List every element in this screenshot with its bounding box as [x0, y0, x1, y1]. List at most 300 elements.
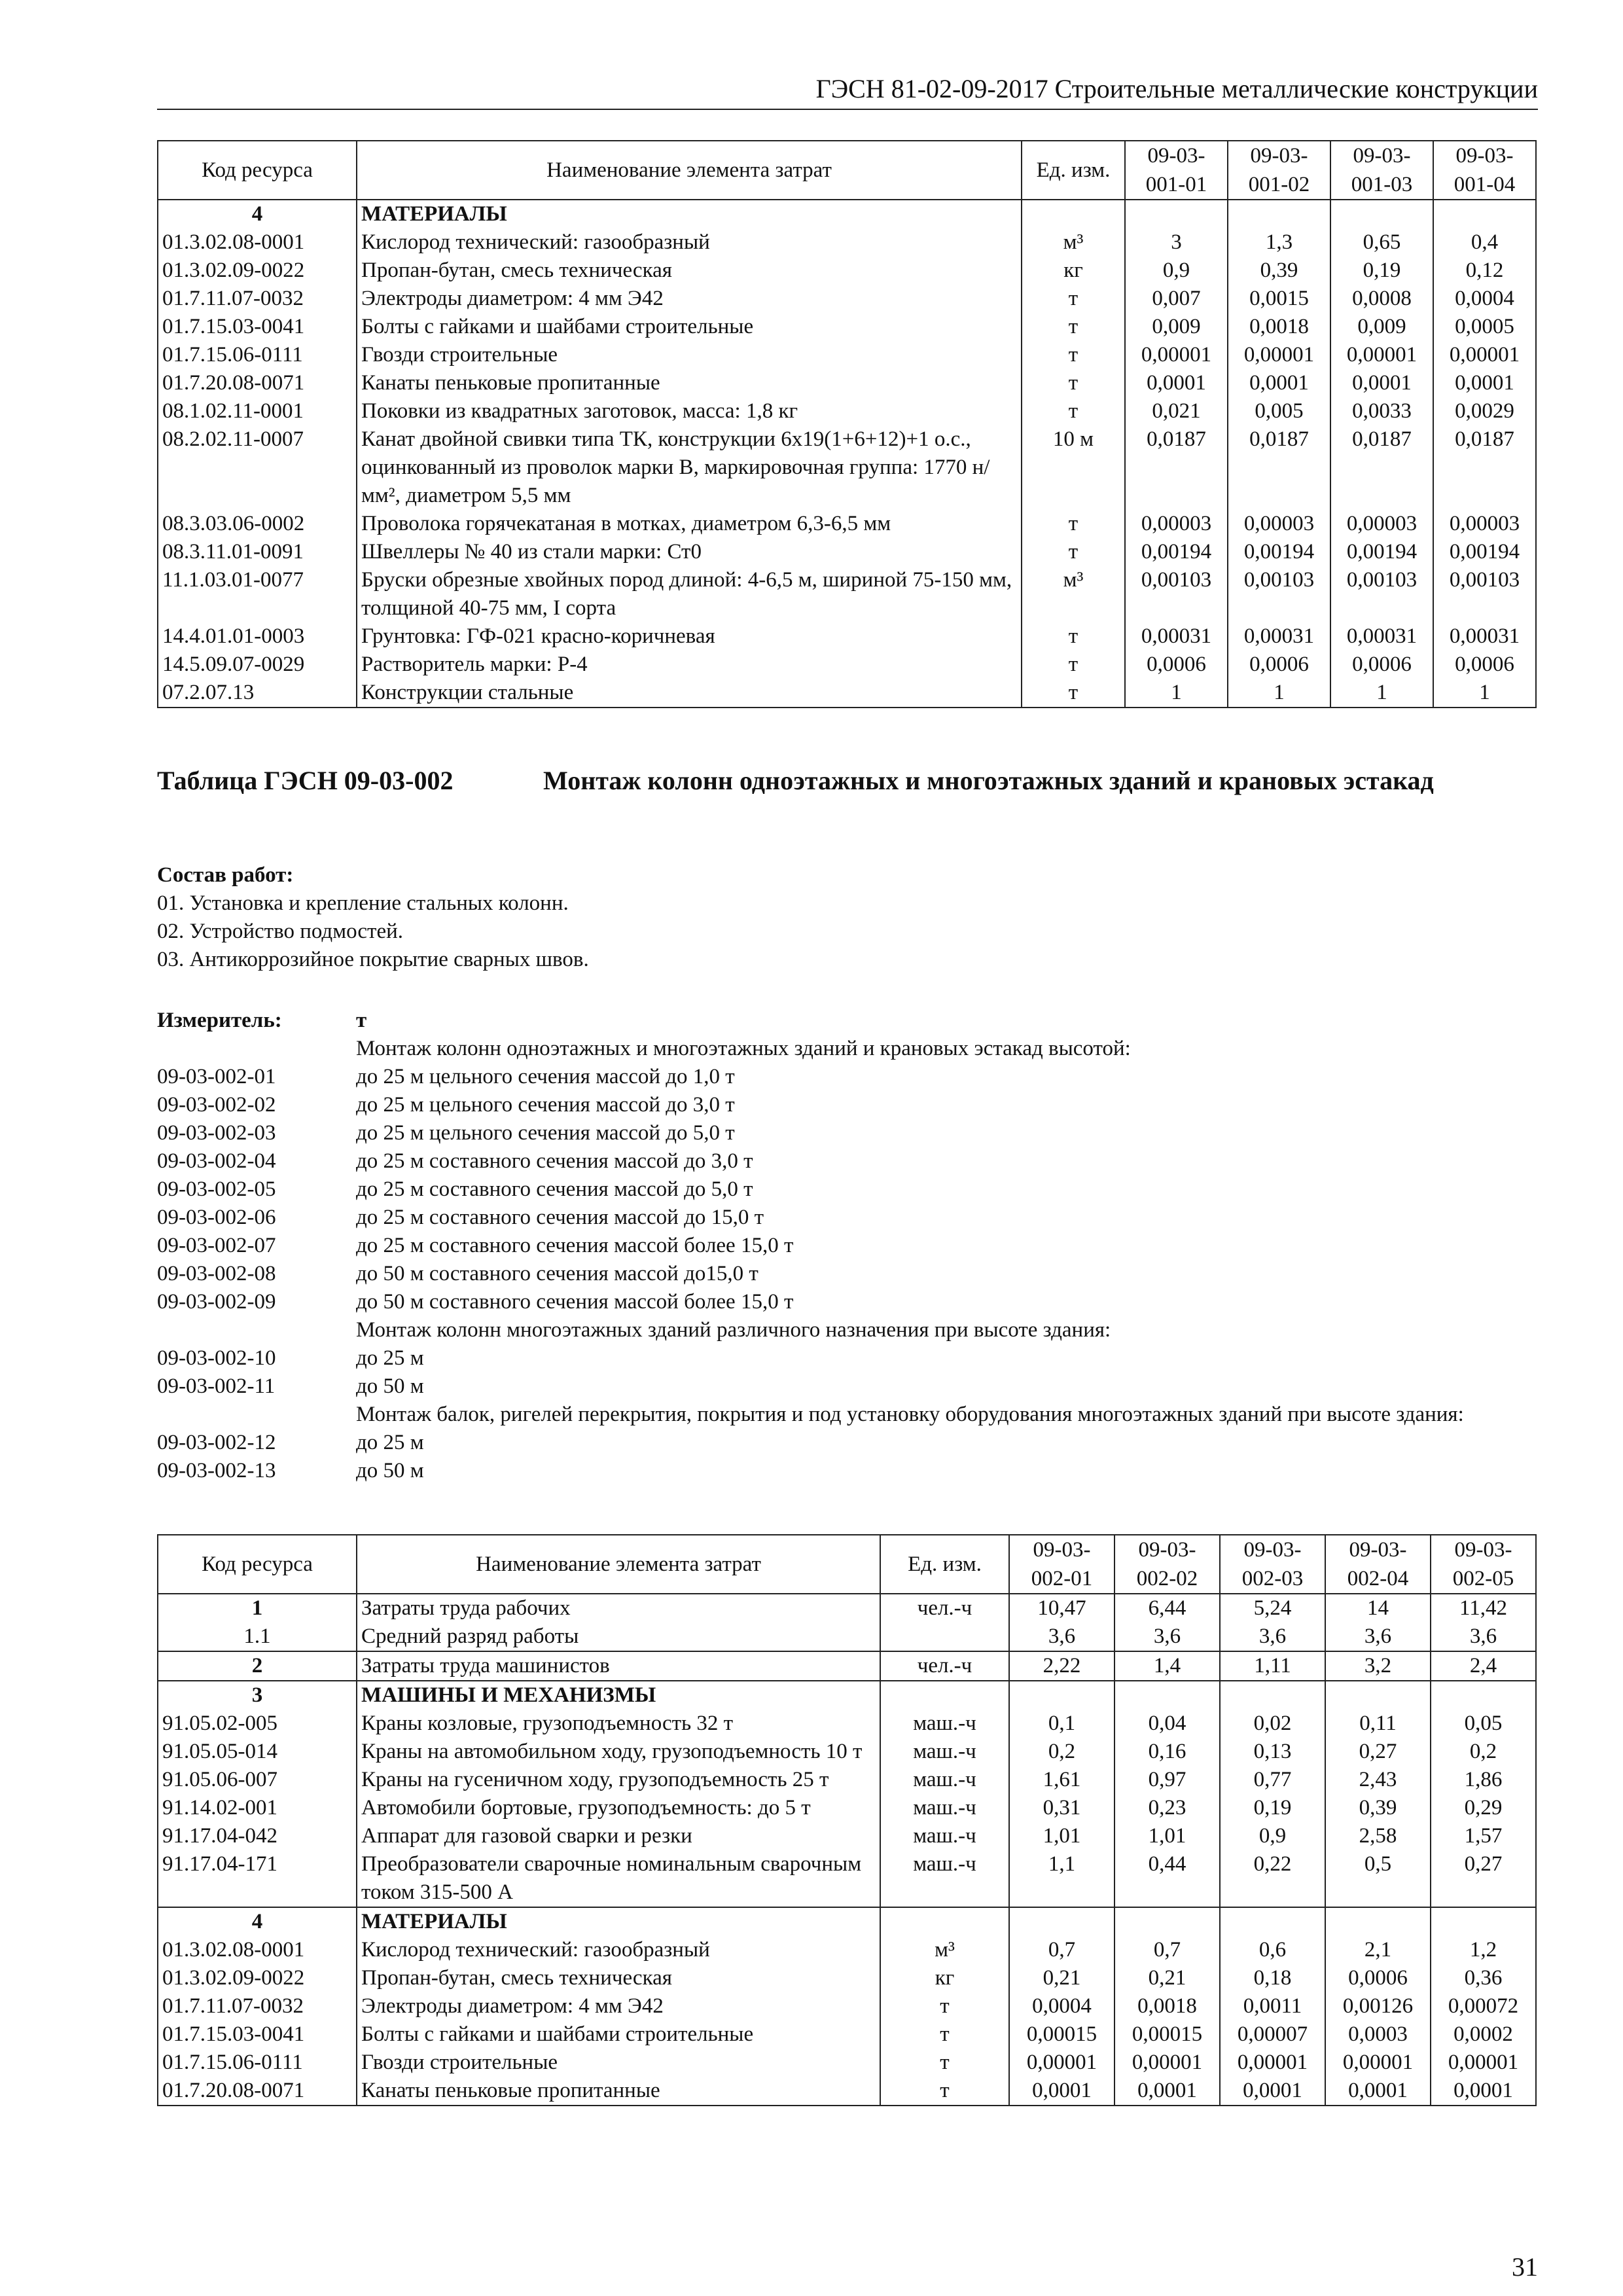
resource-name: Швеллеры № 40 из стали марки: Ст0 [357, 538, 1022, 566]
resource-name: Краны на гусеничном ходу, грузоподъемность 25 т [357, 1766, 880, 1794]
table-row [158, 510, 1536, 538]
unit-cell: м³ [880, 1936, 1009, 1964]
value-cell: 5,24 [1220, 1594, 1325, 1623]
section-name: МАТЕРИАЛЫ [357, 200, 1022, 228]
value-cell: 0,04 [1115, 1710, 1220, 1738]
unit-cell: т [1022, 285, 1125, 313]
resource-code: 01.7.15.03-0041 [158, 313, 357, 341]
section-number: 4 [158, 1907, 357, 1936]
resource-code: 07.2.07.13 [158, 679, 357, 708]
value-cell: 2,43 [1325, 1766, 1431, 1794]
value-cell: 0,007 [1125, 285, 1228, 313]
resource-code: 01.7.15.06-0111 [158, 2049, 357, 2077]
resource-code: 01.7.11.07-0032 [158, 1992, 357, 2020]
unit-cell: т [880, 2020, 1009, 2049]
value-cell: 3,6 [1220, 1623, 1325, 1651]
value-cell: 0,0001 [1009, 2077, 1115, 2106]
value-cell: 0,27 [1325, 1738, 1431, 1766]
value-cell: 0,77 [1220, 1766, 1325, 1794]
measure-code: 09-03-002-03 [157, 1121, 276, 1145]
unit-cell: м³ [1022, 566, 1125, 622]
value-cell: 0,02 [1220, 1710, 1325, 1738]
value-cell: 0,0001 [1330, 369, 1433, 397]
value-cell: 0,0018 [1115, 1992, 1220, 2020]
value-cell: 0,0006 [1325, 1964, 1431, 1992]
value-cell: 0,00001 [1125, 341, 1228, 369]
measure-text: до 25 м составного сечения массой до 5,0 т [356, 1177, 753, 1201]
value-cell: 6,44 [1115, 1594, 1220, 1623]
value-cell: 0,65 [1330, 228, 1433, 257]
measure-row [157, 1372, 1538, 1401]
page-header: ГЭСН 81-02-09-2017 Строительные металлические конструкции [157, 73, 1538, 110]
unit-cell: маш.-ч [880, 1850, 1009, 1907]
value-cell: 0,0006 [1433, 651, 1536, 679]
value-cell: 0,2 [1009, 1738, 1115, 1766]
table-row [158, 285, 1536, 313]
page-number: 31 [1512, 2252, 1538, 2282]
table-row [158, 341, 1536, 369]
table-row [158, 1710, 1536, 1738]
value-cell: 0,00031 [1125, 622, 1228, 651]
unit-cell: маш.-ч [880, 1822, 1009, 1850]
measure-text: Монтаж балок, ригелей перекрытия, покрытия и под установку оборудования многоэтажных зданий при высоте здания: [356, 1403, 1464, 1426]
resource-name: Пропан-бутан, смесь техническая [357, 257, 1022, 285]
value-cell: 0,00003 [1330, 510, 1433, 538]
resource-name: Болты с гайками и шайбами строительные [357, 2020, 880, 2049]
resource-name: Преобразователи сварочные номинальным сварочным током 315-500 А [357, 1850, 880, 1907]
value-cell: 10,47 [1009, 1594, 1115, 1623]
resource-name: Растворитель марки: Р-4 [357, 651, 1022, 679]
resource-name: Аппарат для газовой сварки и резки [357, 1822, 880, 1850]
unit-cell: т [880, 1992, 1009, 2020]
measure-text: до 25 м [356, 1346, 424, 1370]
resource-code: 14.5.09.07-0029 [158, 651, 357, 679]
value-cell: 0,39 [1228, 257, 1330, 285]
value-cell: 0,009 [1330, 313, 1433, 341]
measure-code: 09-03-002-11 [157, 1374, 276, 1398]
measure-row [157, 1175, 1538, 1204]
measure-row [157, 1147, 1538, 1175]
value-cell: 14 [1325, 1594, 1431, 1623]
value-cell: 0,00007 [1220, 2020, 1325, 2049]
resource-name: Конструкции стальные [357, 679, 1022, 708]
value-cell: 3,2 [1325, 1651, 1431, 1681]
value-cell: 0,21 [1009, 1964, 1115, 1992]
value-cell: 0,00001 [1431, 2049, 1536, 2077]
value-cell: 0,00001 [1009, 2049, 1115, 2077]
resource-name: Пропан-бутан, смесь техническая [357, 1964, 880, 1992]
measure-code: 09-03-002-13 [157, 1459, 276, 1482]
resource-name: Канаты пеньковые пропитанные [357, 369, 1022, 397]
value-cell: 0,5 [1325, 1850, 1431, 1907]
table-row [158, 2020, 1536, 2049]
measure-row [157, 1288, 1538, 1316]
value-cell: 0,00194 [1433, 538, 1536, 566]
value-cell: 0,0187 [1330, 425, 1433, 510]
header-col: 09-03-002-03 [1220, 1535, 1325, 1594]
value-cell: 0,11 [1325, 1710, 1431, 1738]
measure-text: до 25 м составного сечения массой до 3,0 т [356, 1149, 753, 1173]
works-heading: Состав работ: [157, 863, 294, 887]
measure-row [157, 1091, 1538, 1119]
works-item: 01. Установка и крепление стальных колонн. [157, 891, 569, 915]
value-cell: 0,29 [1431, 1794, 1536, 1822]
resource-name: Электроды диаметром: 4 мм Э42 [357, 285, 1022, 313]
grade-row [158, 1623, 1536, 1651]
value-cell: 0,0018 [1228, 313, 1330, 341]
value-cell: 2,22 [1009, 1651, 1115, 1681]
value-cell: 1 [1228, 679, 1330, 708]
unit-cell: м³ [1022, 228, 1125, 257]
resource-code: 08.3.11.01-0091 [158, 538, 357, 566]
resource-code: 91.05.05-014 [158, 1738, 357, 1766]
value-cell: 0,005 [1228, 397, 1330, 425]
unit-cell: т [1022, 510, 1125, 538]
table-row [158, 1992, 1536, 2020]
value-cell: 2,1 [1325, 1936, 1431, 1964]
unit-cell: т [1022, 397, 1125, 425]
header-col: 09-03-001-01 [1125, 141, 1228, 200]
value-cell: 1 [1330, 679, 1433, 708]
resource-name: Поковки из квадратных заготовок, масса: 1,8 кг [357, 397, 1022, 425]
value-cell: 0,00003 [1125, 510, 1228, 538]
table-row [158, 679, 1536, 708]
resource-name: Гвозди строительные [357, 2049, 880, 2077]
header-code: Код ресурса [158, 141, 357, 200]
resource-name: Проволока горячекатаная в мотках, диаметром 6,3-6,5 мм [357, 510, 1022, 538]
value-cell: 3 [1125, 228, 1228, 257]
measure-row [157, 1232, 1538, 1260]
table-header-row [158, 1535, 1536, 1594]
table-row [158, 2049, 1536, 2077]
header-name: Наименование элемента затрат [357, 1535, 880, 1594]
measure-label: Измеритель: [157, 1009, 282, 1032]
value-cell: 0,0001 [1431, 2077, 1536, 2106]
section-name: МАШИНЫ И МЕХАНИЗМЫ [357, 1681, 880, 1710]
value-cell: 0,16 [1115, 1738, 1220, 1766]
value-cell: 0,0015 [1228, 285, 1330, 313]
measure-row [157, 1429, 1538, 1457]
unit-cell: чел.-ч [880, 1594, 1009, 1623]
table-row [158, 1766, 1536, 1794]
resource-code: 2 [158, 1651, 357, 1681]
table-row [158, 313, 1536, 341]
unit-cell: т [1022, 538, 1125, 566]
value-cell: 0,1 [1009, 1710, 1115, 1738]
measure-code: 09-03-002-07 [157, 1234, 276, 1257]
resource-name: Электроды диаметром: 4 мм Э42 [357, 1992, 880, 2020]
resource-code: 1.1 [158, 1623, 357, 1651]
value-cell: 0,00103 [1125, 566, 1228, 622]
resource-name: Болты с гайками и шайбами строительные [357, 313, 1022, 341]
value-cell: 1,57 [1431, 1822, 1536, 1850]
value-cell: 0,00103 [1330, 566, 1433, 622]
resources-table-001 [157, 140, 1537, 708]
value-cell: 0,0001 [1115, 2077, 1220, 2106]
value-cell: 0,23 [1115, 1794, 1220, 1822]
measure-code: 09-03-002-02 [157, 1093, 276, 1117]
resource-name: Грунтовка: ГФ-021 красно-коричневая [357, 622, 1022, 651]
value-cell: 0,00001 [1220, 2049, 1325, 2077]
table-label: Таблица ГЭСН 09-03-002 [157, 766, 454, 795]
measure-text: до 50 м [356, 1374, 424, 1398]
resource-name: Кислород технический: газообразный [357, 228, 1022, 257]
resource-name: Канаты пеньковые пропитанные [357, 2077, 880, 2106]
value-cell: 1,2 [1431, 1936, 1536, 1964]
table-row [158, 1936, 1536, 1964]
operators-row [158, 1651, 1536, 1681]
header-col: 09-03-002-05 [1431, 1535, 1536, 1594]
unit-cell: т [1022, 622, 1125, 651]
resource-name: Затраты труда рабочих [357, 1594, 880, 1623]
resource-name: Канат двойной свивки типа ТК, конструкции 6х19(1+6+12)+1 о.с., оцинкованный из проволок марки В, маркировочная группа: 1770 н/мм², диаметром 5,5 мм [357, 425, 1022, 510]
value-cell: 3,6 [1431, 1623, 1536, 1651]
measure-code: 09-03-002-05 [157, 1177, 276, 1201]
value-cell: 0,0002 [1431, 2020, 1536, 2049]
resource-code: 91.17.04-042 [158, 1822, 357, 1850]
value-cell: 0,0187 [1228, 425, 1330, 510]
table-row [158, 2077, 1536, 2106]
value-cell: 0,0004 [1433, 285, 1536, 313]
value-cell: 1 [1433, 679, 1536, 708]
measure-code: 09-03-002-12 [157, 1431, 276, 1454]
measure-text: до 25 м цельного сечения массой до 3,0 т [356, 1093, 735, 1117]
value-cell: 0,7 [1009, 1936, 1115, 1964]
value-cell: 0,0187 [1125, 425, 1228, 510]
section-row-materials [158, 200, 1536, 228]
value-cell: 0,39 [1325, 1794, 1431, 1822]
value-cell: 1,11 [1220, 1651, 1325, 1681]
value-cell: 0,27 [1431, 1850, 1536, 1907]
measure-code: 09-03-002-10 [157, 1346, 276, 1370]
resource-code: 11.1.03.01-0077 [158, 566, 357, 622]
value-cell: 0,6 [1220, 1936, 1325, 1964]
value-cell: 3,6 [1115, 1623, 1220, 1651]
value-cell: 0,12 [1433, 257, 1536, 285]
value-cell: 0,00194 [1330, 538, 1433, 566]
value-cell: 0,00015 [1009, 2020, 1115, 2049]
resource-code: 01.7.11.07-0032 [158, 285, 357, 313]
resource-code: 91.05.06-007 [158, 1766, 357, 1794]
table-row [158, 425, 1536, 510]
measure-code: 09-03-002-09 [157, 1290, 276, 1314]
value-cell: 0,0001 [1220, 2077, 1325, 2106]
header-name: Наименование элемента затрат [357, 141, 1022, 200]
value-cell: 0,009 [1125, 313, 1228, 341]
table-row [158, 1964, 1536, 1992]
value-cell: 2,58 [1325, 1822, 1431, 1850]
unit-cell [880, 1623, 1009, 1651]
measure-row [157, 1260, 1538, 1288]
value-cell: 0,0006 [1330, 651, 1433, 679]
measure-code [157, 1316, 356, 1344]
unit-cell: т [880, 2049, 1009, 2077]
value-cell: 0,0003 [1325, 2020, 1431, 2049]
value-cell: 3,6 [1009, 1623, 1115, 1651]
resource-code: 08.1.02.11-0001 [158, 397, 357, 425]
value-cell: 0,7 [1115, 1936, 1220, 1964]
header-col: 09-03-002-04 [1325, 1535, 1431, 1594]
resource-code: 01.3.02.08-0001 [158, 1936, 357, 1964]
measure-text: до 25 м цельного сечения массой до 5,0 т [356, 1121, 735, 1145]
measure-text: Монтаж колонн одноэтажных и многоэтажных зданий и крановых эстакад высотой: [356, 1037, 1131, 1060]
unit-cell: т [880, 2077, 1009, 2106]
value-cell: 0,0033 [1330, 397, 1433, 425]
value-cell: 0,18 [1220, 1964, 1325, 1992]
value-cell: 0,00194 [1125, 538, 1228, 566]
value-cell: 0,021 [1125, 397, 1228, 425]
table-row [158, 1738, 1536, 1766]
resource-name: Гвозди строительные [357, 341, 1022, 369]
header-col: 09-03-001-02 [1228, 141, 1330, 200]
value-cell: 0,0008 [1330, 285, 1433, 313]
table-row [158, 257, 1536, 285]
resource-code: 01.7.20.08-0071 [158, 369, 357, 397]
value-cell: 0,05 [1431, 1710, 1536, 1738]
value-cell: 0,36 [1431, 1964, 1536, 1992]
value-cell: 1 [1125, 679, 1228, 708]
unit-cell: т [1022, 341, 1125, 369]
resource-name: Краны козловые, грузоподъемность 32 т [357, 1710, 880, 1738]
resource-code: 01.3.02.09-0022 [158, 1964, 357, 1992]
measure-text: до 25 м составного сечения массой более 15,0 т [356, 1234, 794, 1257]
value-cell: 0,2 [1431, 1738, 1536, 1766]
measure-row [157, 1316, 1538, 1344]
value-cell: 0,00003 [1433, 510, 1536, 538]
unit-cell: маш.-ч [880, 1710, 1009, 1738]
unit-cell: т [1022, 369, 1125, 397]
resource-code: 01.3.02.09-0022 [158, 257, 357, 285]
value-cell: 0,0001 [1125, 369, 1228, 397]
value-cell: 0,0001 [1325, 2077, 1431, 2106]
header-unit: Ед. изм. [880, 1535, 1009, 1594]
measure-row [157, 1035, 1538, 1063]
measure-row [157, 1344, 1538, 1372]
measure-unit: т [356, 1009, 367, 1032]
unit-cell: маш.-ч [880, 1738, 1009, 1766]
value-cell: 0,00031 [1433, 622, 1536, 651]
value-cell: 0,31 [1009, 1794, 1115, 1822]
value-cell: 3,6 [1325, 1623, 1431, 1651]
value-cell: 11,42 [1431, 1594, 1536, 1623]
resource-code: 14.4.01.01-0003 [158, 622, 357, 651]
value-cell: 1,01 [1009, 1822, 1115, 1850]
measure-code: 09-03-002-04 [157, 1149, 276, 1173]
unit-cell: т [1022, 313, 1125, 341]
value-cell: 0,0005 [1433, 313, 1536, 341]
resource-code: 01.3.02.08-0001 [158, 228, 357, 257]
table-row [158, 397, 1536, 425]
value-cell: 1,1 [1009, 1850, 1115, 1907]
resources-table-002 [157, 1534, 1537, 2106]
measure-text: до 50 м составного сечения массой до15,0 т [356, 1262, 758, 1285]
value-cell: 0,0001 [1433, 369, 1536, 397]
section-number: 4 [158, 200, 357, 228]
measure-code: 09-03-002-01 [157, 1065, 276, 1088]
resource-name: Кислород технический: газообразный [357, 1936, 880, 1964]
measure-text: Монтаж колонн многоэтажных зданий различного назначения при высоте здания: [356, 1318, 1111, 1342]
resource-name: Автомобили бортовые, грузоподъемность: до 5 т [357, 1794, 880, 1822]
table-row [158, 1850, 1536, 1907]
measure-text: до 50 м [356, 1459, 424, 1482]
value-cell: 0,0029 [1433, 397, 1536, 425]
table-row [158, 1822, 1536, 1850]
value-cell: 0,00103 [1433, 566, 1536, 622]
measure-row [157, 1457, 1538, 1485]
value-cell: 0,00015 [1115, 2020, 1220, 2049]
section-row-machines [158, 1681, 1536, 1710]
resource-code: 01.7.20.08-0071 [158, 2077, 357, 2106]
measure-code [157, 1035, 356, 1063]
value-cell: 0,21 [1115, 1964, 1220, 1992]
value-cell: 0,0006 [1228, 651, 1330, 679]
value-cell: 0,0006 [1125, 651, 1228, 679]
value-cell: 0,22 [1220, 1850, 1325, 1907]
unit-cell: т [1022, 679, 1125, 708]
measure-text: до 25 м [356, 1431, 424, 1454]
section-name: МАТЕРИАЛЫ [357, 1907, 880, 1936]
value-cell: 0,00003 [1228, 510, 1330, 538]
works-item: 03. Антикоррозийное покрытие сварных швов. [157, 948, 589, 971]
resource-name: Затраты труда машинистов [357, 1651, 880, 1681]
value-cell: 1,01 [1115, 1822, 1220, 1850]
value-cell: 0,00001 [1228, 341, 1330, 369]
value-cell: 0,00001 [1330, 341, 1433, 369]
table-row [158, 566, 1536, 622]
value-cell: 0,00103 [1228, 566, 1330, 622]
section-row-materials [158, 1907, 1536, 1936]
unit-cell: маш.-ч [880, 1794, 1009, 1822]
header-col: 09-03-002-01 [1009, 1535, 1115, 1594]
value-cell: 0,00031 [1330, 622, 1433, 651]
header-code: Код ресурса [158, 1535, 357, 1594]
table-row [158, 651, 1536, 679]
resource-code: 91.17.04-171 [158, 1850, 357, 1907]
value-cell: 0,00194 [1228, 538, 1330, 566]
measure-row [157, 1063, 1538, 1091]
value-cell: 0,00072 [1431, 1992, 1536, 2020]
measure-text: до 25 м составного сечения массой до 15,0 т [356, 1206, 764, 1229]
value-cell: 0,00031 [1228, 622, 1330, 651]
resource-name: Бруски обрезные хвойных пород длиной: 4-6,5 м, шириной 75-150 мм, толщиной 40-75 мм, I сорта [357, 566, 1022, 622]
value-cell: 0,19 [1220, 1794, 1325, 1822]
measure-block [157, 1007, 1538, 1485]
value-cell: 0,19 [1330, 257, 1433, 285]
measure-row [157, 1204, 1538, 1232]
resource-name: Краны на автомобильном ходу, грузоподъемность 10 т [357, 1738, 880, 1766]
resource-code: 01.7.15.03-0041 [158, 2020, 357, 2049]
table-heading: Монтаж колонн одноэтажных и многоэтажных зданий и крановых эстакад [543, 766, 1434, 795]
header-col: 09-03-002-02 [1115, 1535, 1220, 1594]
header-col: 09-03-001-04 [1433, 141, 1536, 200]
resource-code: 08.3.03.06-0002 [158, 510, 357, 538]
resource-code: 91.14.02-001 [158, 1794, 357, 1822]
value-cell: 0,00001 [1115, 2049, 1220, 2077]
header-col: 09-03-001-03 [1330, 141, 1433, 200]
labor-row [158, 1594, 1536, 1623]
value-cell: 0,00001 [1325, 2049, 1431, 2077]
work-composition [157, 861, 589, 974]
value-cell: 0,9 [1220, 1822, 1325, 1850]
unit-cell: чел.-ч [880, 1651, 1009, 1681]
value-cell: 0,00001 [1433, 341, 1536, 369]
unit-cell: кг [880, 1964, 1009, 1992]
works-item: 02. Устройство подмостей. [157, 920, 404, 943]
resource-name: Средний разряд работы [357, 1623, 880, 1651]
unit-cell: кг [1022, 257, 1125, 285]
measure-text: до 25 м цельного сечения массой до 1,0 т [356, 1065, 735, 1088]
unit-cell: 10 м [1022, 425, 1125, 510]
